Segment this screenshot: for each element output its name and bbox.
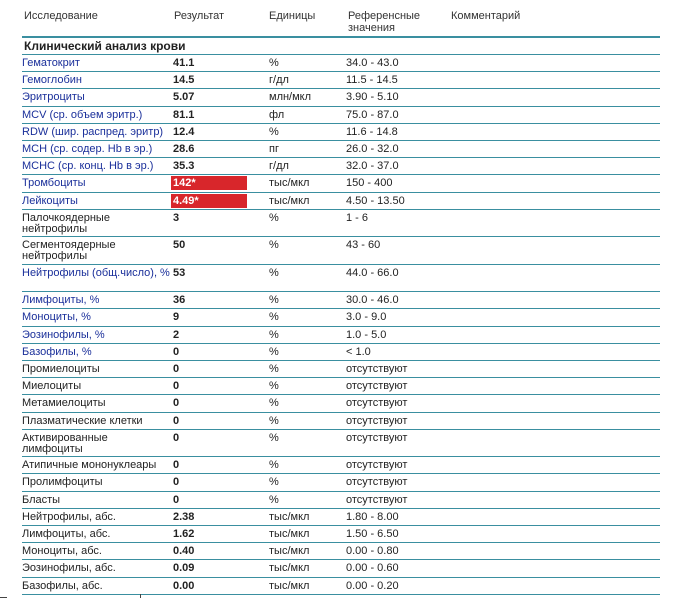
test-units: тыс/мкл <box>269 562 310 575</box>
test-result: 36 <box>173 294 186 307</box>
table-row <box>22 124 660 141</box>
test-reference: отсутствуют <box>346 380 408 393</box>
test-units: % <box>269 493 279 506</box>
table-row <box>22 526 660 543</box>
test-units: % <box>269 125 279 138</box>
test-name: Лейкоциты <box>22 194 78 207</box>
table-row <box>22 292 660 309</box>
test-units: % <box>269 294 279 307</box>
test-name: Тромбоциты <box>22 177 86 190</box>
test-reference: отсутствуют <box>346 362 408 375</box>
test-name: Эритроциты <box>22 91 85 104</box>
test-name: Промиелоциты <box>22 362 100 375</box>
test-reference: 11.5 - 14.5 <box>346 74 398 87</box>
test-name: Бласты <box>22 493 61 506</box>
test-result: 0 <box>173 380 180 393</box>
test-result: 0 <box>173 431 180 444</box>
test-reference: отсутствуют <box>346 414 408 427</box>
test-units: г/дл <box>269 160 289 173</box>
test-result: 81.1 <box>173 108 195 121</box>
table-row <box>22 210 660 238</box>
test-units: пг <box>269 142 279 155</box>
table-row <box>22 430 660 458</box>
test-reference: < 1.0 <box>346 345 371 358</box>
test-units: % <box>269 311 279 324</box>
table-row <box>22 361 660 378</box>
test-reference: 0.00 - 0.80 <box>346 545 399 558</box>
test-name: Пролимфоциты <box>22 476 103 489</box>
table-header <box>22 0 660 38</box>
header-reference: Референсные значения <box>348 10 421 34</box>
test-name: MCHC (ср. конц. Hb в эр.) <box>22 160 154 173</box>
test-name: Моноциты, абс. <box>22 545 102 558</box>
test-name: RDW (шир. распред. эритр) <box>22 125 164 138</box>
test-units: тыс/мкл <box>269 545 310 558</box>
test-units: % <box>269 414 279 427</box>
table-row <box>22 141 660 158</box>
table-row <box>22 193 660 210</box>
test-result: 0 <box>173 459 180 472</box>
test-result: 28.6 <box>173 142 195 155</box>
results-table <box>22 55 660 595</box>
test-reference: отсутствуют <box>346 493 408 506</box>
test-reference: 75.0 - 87.0 <box>346 108 399 121</box>
test-name: Нейтрофилы (общ.число), % <box>22 266 170 279</box>
section-title: Клинический анализ крови <box>22 38 660 55</box>
page-edge-mark <box>140 594 141 598</box>
test-result: 0 <box>173 345 180 358</box>
out-of-range-flag <box>171 176 247 190</box>
test-reference: 0.00 - 0.60 <box>346 562 399 575</box>
test-name: Атипичные мононуклеары <box>22 459 157 472</box>
test-result: 142* <box>173 177 196 190</box>
test-result: 14.5 <box>173 74 195 87</box>
table-row <box>22 55 660 72</box>
test-reference: отсутствуют <box>346 397 408 410</box>
table-row <box>22 72 660 89</box>
table-row <box>22 89 660 106</box>
test-name: Активированные лимфоциты <box>22 431 108 455</box>
test-name: Плазматические клетки <box>22 414 143 427</box>
test-units: % <box>269 380 279 393</box>
test-result: 53 <box>173 266 186 279</box>
test-name: Миелоциты <box>22 380 82 393</box>
test-result: 2.38 <box>173 510 195 523</box>
test-reference: отсутствуют <box>346 459 408 472</box>
test-result: 41.1 <box>173 57 195 69</box>
test-name: MCH (ср. содер. Hb в эр.) <box>22 142 153 155</box>
test-result: 35.3 <box>173 160 195 173</box>
test-reference: 0.00 - 0.20 <box>346 579 399 592</box>
test-reference: 4.50 - 13.50 <box>346 194 405 207</box>
test-reference: 3.90 - 5.10 <box>346 91 399 104</box>
table-row <box>22 175 660 192</box>
test-reference: 26.0 - 32.0 <box>346 142 399 155</box>
test-reference: 44.0 - 66.0 <box>346 266 399 279</box>
table-row <box>22 378 660 395</box>
header-name: Исследование <box>24 10 98 22</box>
test-name: Гематокрит <box>22 57 80 69</box>
test-units: % <box>269 266 279 279</box>
test-name: Моноциты, % <box>22 311 91 324</box>
test-result: 2 <box>173 328 180 341</box>
test-reference: 1.0 - 5.0 <box>346 328 387 341</box>
table-row <box>22 474 660 491</box>
test-units: % <box>269 345 279 358</box>
test-units: тыс/мкл <box>269 194 310 207</box>
test-result: 1.62 <box>173 527 195 540</box>
header-comment: Комментарий <box>451 10 521 22</box>
test-units: тыс/мкл <box>269 579 310 592</box>
test-name: Базофилы, абс. <box>22 579 103 592</box>
test-name: Нейтрофилы, абс. <box>22 510 116 523</box>
table-row <box>22 158 660 175</box>
test-reference: 3.0 - 9.0 <box>346 311 387 324</box>
test-result: 12.4 <box>173 125 195 138</box>
test-result: 9 <box>173 311 180 324</box>
test-units: % <box>269 459 279 472</box>
lab-report <box>22 0 660 595</box>
out-of-range-flag <box>171 194 247 208</box>
test-name: Базофилы, % <box>22 345 92 358</box>
test-reference: 1.80 - 8.00 <box>346 510 399 523</box>
table-row <box>22 344 660 361</box>
test-reference: 11.6 - 14.8 <box>346 125 398 138</box>
header-result: Результат <box>174 10 225 22</box>
test-units: % <box>269 431 279 444</box>
test-units: % <box>269 211 279 224</box>
table-row <box>22 237 660 265</box>
table-row <box>22 560 660 577</box>
test-name: Эозинофилы, % <box>22 328 105 341</box>
test-result: 3 <box>173 211 180 224</box>
test-units: % <box>269 362 279 375</box>
test-result: 0.00 <box>173 579 195 592</box>
test-result: 0 <box>173 397 180 410</box>
table-row <box>22 107 660 124</box>
table-row <box>22 395 660 412</box>
table-row <box>22 265 660 293</box>
test-units: % <box>269 57 279 69</box>
test-units: тыс/мкл <box>269 510 310 523</box>
table-row <box>22 543 660 560</box>
test-name: Гемоглобин <box>22 74 82 87</box>
test-units: г/дл <box>269 74 289 87</box>
table-row <box>22 327 660 344</box>
test-reference: 1.50 - 6.50 <box>346 527 399 540</box>
test-units: % <box>269 328 279 341</box>
test-reference: отсутствуют <box>346 476 408 489</box>
table-row <box>22 457 660 474</box>
table-row <box>22 413 660 430</box>
test-units: тыс/мкл <box>269 527 310 540</box>
page-edge-mark <box>0 597 7 598</box>
test-reference: 32.0 - 37.0 <box>346 160 399 173</box>
table-row <box>22 509 660 526</box>
test-units: тыс/мкл <box>269 177 310 190</box>
test-units: % <box>269 239 279 252</box>
test-result: 5.07 <box>173 91 195 104</box>
table-row <box>22 492 660 509</box>
test-result: 0 <box>173 414 180 427</box>
table-row <box>22 309 660 326</box>
test-result: 4.49* <box>173 194 199 207</box>
test-result: 0.09 <box>173 562 195 575</box>
test-result: 0.40 <box>173 545 195 558</box>
test-reference: 30.0 - 46.0 <box>346 294 399 307</box>
test-reference: 43 - 60 <box>346 239 381 252</box>
test-reference: 1 - 6 <box>346 211 369 224</box>
test-result: 0 <box>173 362 180 375</box>
test-name: Лимфоциты, % <box>22 294 100 307</box>
test-reference: 34.0 - 43.0 <box>346 57 399 69</box>
table-row <box>22 578 660 595</box>
test-name: Метамиелоциты <box>22 397 106 410</box>
test-result: 0 <box>173 476 180 489</box>
header-units: Единицы <box>269 10 316 22</box>
test-result: 0 <box>173 493 180 506</box>
test-name: Палочкоядерные нейтрофилы <box>22 211 110 235</box>
test-reference: 150 - 400 <box>346 177 393 190</box>
test-name: Эозинофилы, абс. <box>22 562 116 575</box>
test-result: 50 <box>173 239 186 252</box>
test-name: Сегментоядерные нейтрофилы <box>22 239 116 263</box>
test-units: % <box>269 397 279 410</box>
test-units: фл <box>269 108 285 121</box>
test-units: млн/мкл <box>269 91 312 104</box>
test-reference: отсутствуют <box>346 431 408 444</box>
test-name: Лимфоциты, абс. <box>22 527 111 540</box>
test-units: % <box>269 476 279 489</box>
test-name: MCV (ср. объем эритр.) <box>22 108 143 121</box>
